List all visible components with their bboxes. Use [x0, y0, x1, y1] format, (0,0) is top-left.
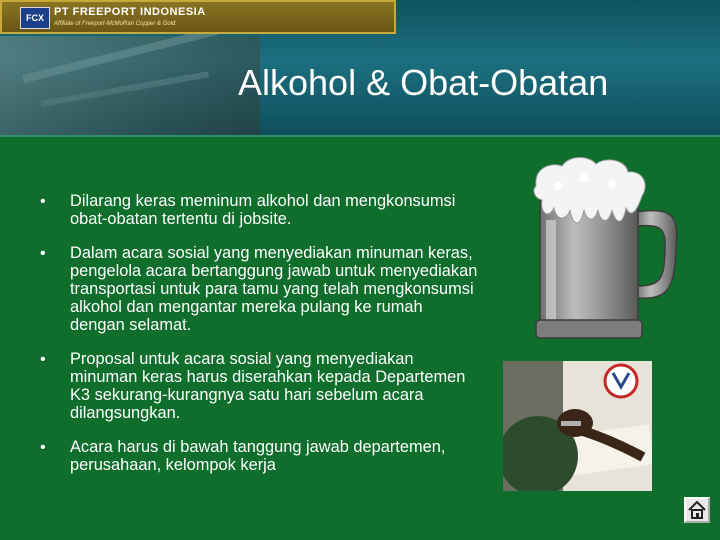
bullet-item	[40, 439, 480, 475]
bullet-marker: •	[40, 439, 46, 456]
bullet-list	[40, 193, 480, 491]
bullet-marker: •	[40, 351, 46, 368]
header-mining-photo	[0, 36, 260, 135]
bullet-text: Dalam acara sosial yang menyediakan minuman keras, pengelola acara bertanggung jawab untuk menyediakan transportasi untuk para tamu yang telah mengkonsumsi alkohol dan mengantar mereka pulang ke rumah dengan selamat.	[70, 244, 478, 334]
company-tagline: Affiliate of Freeport-McMoRan Copper & Gold	[54, 21, 176, 27]
bullet-marker: •	[40, 193, 46, 210]
bullet-item	[40, 245, 480, 335]
person-asleep-on-table-photo	[503, 361, 652, 491]
home-button[interactable]	[684, 497, 710, 523]
slide-title: Alkohol & Obat-Obatan	[238, 62, 609, 103]
bullet-text: Proposal untuk acara sosial yang menyediakan minuman keras harus diserahkan kepada Departemen K3 sekurang-kurangnya satu hari sebelum acara dilangsungkan.	[70, 350, 466, 422]
bullet-marker: •	[40, 245, 46, 262]
header-banner	[0, 0, 720, 137]
photo-illustration	[503, 361, 652, 491]
beer-mug-icon	[528, 150, 678, 350]
home-icon	[686, 499, 708, 521]
company-name: PT FREEPORT INDONESIA	[54, 6, 206, 18]
bullet-text: Acara harus di bawah tanggung jawab departemen, perusahaan, kelompok kerja	[70, 438, 446, 474]
bullet-item	[40, 193, 480, 229]
bullet-text: Dilarang keras meminum alkohol dan mengkonsumsi obat-obatan tertentu di jobsite.	[70, 192, 456, 228]
company-logo-icon: FCX	[20, 7, 50, 29]
bullet-item	[40, 351, 480, 423]
company-logo-bar	[0, 0, 396, 34]
